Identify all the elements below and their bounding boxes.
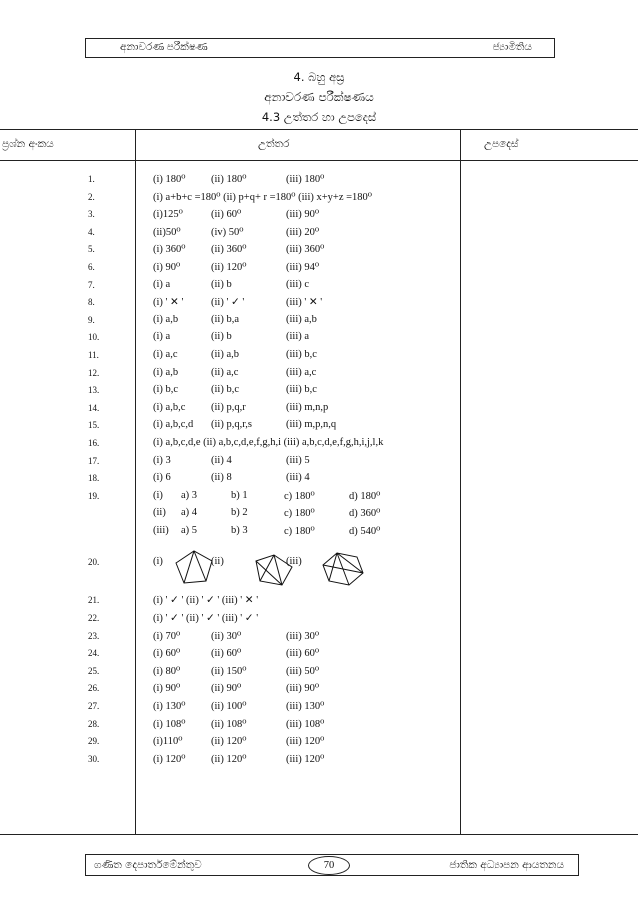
table-row (0, 383, 638, 401)
answer-part: c) 180⁰ (284, 508, 315, 520)
question-number: 13. (88, 385, 100, 396)
question-number: 30. (88, 753, 100, 764)
question-number: 3. (88, 209, 95, 220)
answer-part: (i) a,b,c,d,e (ii) a,b,c,d,e,f,g,h,i (iii) a,b,c,d,e,f,g,h,i,j,l,k (153, 436, 384, 448)
answer-part: (iii) (286, 556, 302, 568)
answer-part: (i) a+b+c =180⁰ (ii) p+q+ r =180⁰ (iii) x+y+z =180⁰ (153, 191, 373, 203)
answer-part: (i) 70⁰ (153, 630, 181, 642)
answer-part: (ii) 100⁰ (211, 701, 247, 713)
answer-part: a) 4 (181, 507, 198, 519)
answer-part: (iii) 94⁰ (286, 261, 320, 273)
answer-part: (iii) 360⁰ (286, 244, 325, 256)
answer-part: (iii) a,b (286, 313, 317, 325)
answer-part: (i) a (153, 331, 171, 343)
question-number: 2. (88, 191, 95, 202)
answer-part: a) 3 (181, 489, 198, 501)
table-row (0, 717, 638, 735)
table-row (0, 295, 638, 313)
table-row (0, 436, 638, 454)
answer-part: (iii) m,n,p (286, 401, 329, 413)
answer-part: (ii) 120⁰ (211, 753, 247, 765)
answer-part: (ii) (153, 507, 166, 519)
answer-part: (i) ' ✓ ' (ii) ' ✓ ' (iii) ' ✓ ' (153, 613, 259, 625)
table-row (0, 313, 638, 331)
answer-part: (ii) 360⁰ (211, 244, 247, 256)
table-row (0, 207, 638, 225)
answer-part: (ii) a,b (211, 348, 239, 360)
table-row (0, 278, 638, 296)
polygon-diagonals-figure (317, 551, 369, 589)
answer-part: (iii) 4 (286, 472, 310, 484)
answer-part: b) 2 (231, 507, 248, 519)
answer-part: (iii) 90⁰ (286, 683, 320, 695)
table-row (0, 172, 638, 190)
answer-part: d) 360⁰ (349, 508, 381, 520)
table-row (0, 664, 638, 682)
answer-part: (i)110⁰ (153, 736, 183, 748)
answer-part: b) 3 (231, 524, 248, 536)
answer-part: (i)125⁰ (153, 209, 183, 221)
table-row (0, 330, 638, 348)
answer-part: (iii) 180⁰ (286, 174, 325, 185)
header-right: ජ්‍යාමිතිය (492, 42, 532, 53)
answer-part: (i) 80⁰ (153, 665, 181, 677)
question-number: 8. (88, 297, 95, 308)
page-footer (85, 854, 579, 876)
answer-part: (iii) 60⁰ (286, 648, 320, 660)
answer-part: (ii) 30⁰ (211, 630, 242, 642)
answer-part: (iii) b,c (286, 384, 317, 396)
question-number: 11. (88, 349, 99, 360)
question-number: 27. (88, 701, 100, 712)
answer-part: (i) 130⁰ (153, 701, 186, 713)
answer-part: d) 180⁰ (349, 490, 381, 502)
answer-part: (i) 360⁰ (153, 244, 186, 256)
question-number: 28. (88, 718, 100, 729)
answer-part: (iii) b,c (286, 348, 317, 360)
footer-right: ජාතික අධ්‍යාපන ආයතනය (449, 859, 564, 871)
header-guidance: උපදෙස් (484, 138, 519, 150)
table-row (0, 401, 638, 419)
question-number: 25. (88, 665, 100, 676)
answer-part: (iv) 50⁰ (211, 226, 244, 238)
answer-part: (ii) 150⁰ (211, 665, 247, 677)
section-heading: 4.3 උත්තර හා උපදෙස් (261, 110, 377, 124)
table-row (0, 418, 638, 436)
answer-part: (ii) p,q,r,s (211, 419, 252, 431)
answer-part: c) 180⁰ (284, 525, 315, 537)
table-row (0, 593, 638, 611)
answer-part: (i) ' ✕ ' (153, 297, 184, 309)
table-row (0, 629, 638, 647)
table-row (0, 260, 638, 278)
answer-part: (i) 180⁰ (153, 174, 186, 185)
answer-part: (iii) 50⁰ (286, 665, 320, 677)
answer-part: (i) a (153, 278, 171, 290)
answer-rows (0, 172, 638, 769)
answer-part: (iii) a (286, 331, 310, 343)
answer-part: (iii) 120⁰ (286, 736, 325, 748)
section-subtitle: අනාවරණ පරීක්ෂණය (264, 90, 374, 104)
table-row (0, 225, 638, 243)
answer-part: (iii) 20⁰ (286, 226, 320, 238)
answer-part: (iii) 30⁰ (286, 630, 320, 642)
table-row (0, 348, 638, 366)
answer-part: (i) a,b,c (153, 401, 186, 413)
header-left: අනාවරණ පරීක්ෂණ (120, 42, 208, 53)
footer-left: ගණිත දෙපාර්තමේන්තුව (94, 859, 202, 871)
answer-part: a) 5 (181, 524, 198, 536)
answer-part: (i) a,b (153, 366, 179, 378)
table-row (0, 489, 638, 507)
answer-part: (iii) 108⁰ (286, 718, 325, 730)
question-number: 19. (88, 490, 100, 501)
answer-part: (i) 90⁰ (153, 683, 181, 695)
table-row (0, 471, 638, 489)
answer-part: (i) 90⁰ (153, 261, 181, 273)
question-number: 4. (88, 226, 95, 237)
table-row (0, 506, 638, 524)
answer-part: (i) 3 (153, 454, 171, 466)
header-question-number: ප්‍රශ්න අංකය (2, 138, 54, 150)
table-row (0, 454, 638, 472)
table-row (0, 752, 638, 770)
answer-part: (ii) ' ✓ ' (211, 297, 245, 309)
answer-part: (ii)50⁰ (153, 226, 181, 238)
table-row (0, 242, 638, 260)
answer-part: d) 540⁰ (349, 525, 381, 537)
answer-part: (i) a,b (153, 313, 179, 325)
question-number: 22. (88, 613, 100, 624)
polygon-outline (176, 551, 212, 583)
answers-table (0, 129, 638, 835)
question-number: 20. (88, 557, 100, 568)
table-row (0, 734, 638, 752)
answer-part: (i) (153, 556, 163, 568)
answer-part: (ii) 120⁰ (211, 736, 247, 748)
answer-part: (iii) m,p,n,q (286, 419, 337, 431)
table-row (0, 524, 638, 542)
answer-part: (ii) 60⁰ (211, 209, 242, 221)
question-number: 1. (88, 174, 95, 184)
polygon-diagonals-figure (170, 549, 222, 587)
question-number: 24. (88, 648, 100, 659)
polygon-outline (256, 555, 292, 585)
answer-part: (i) (153, 489, 163, 501)
question-number: 16. (88, 437, 100, 448)
section-title: 4. බහු අස්‍ර (293, 70, 345, 84)
polygon-diagonals-figure (252, 551, 304, 589)
answer-part: (iii) 120⁰ (286, 753, 325, 765)
table-row (0, 681, 638, 699)
page-header (85, 38, 555, 58)
table-row (0, 366, 638, 384)
table-row (0, 611, 638, 629)
answer-part: (iii) a,c (286, 366, 317, 378)
question-number: 29. (88, 736, 100, 747)
diagonal-line (184, 551, 194, 583)
table-row (0, 190, 638, 208)
answer-part: (ii) p,q,r (211, 401, 246, 413)
table-row (0, 699, 638, 717)
table-row (0, 646, 638, 664)
table-header (0, 130, 638, 161)
answer-part: (ii) 4 (211, 454, 232, 466)
question-number: 23. (88, 630, 100, 641)
answer-part: b) 1 (231, 489, 248, 501)
question-number: 26. (88, 683, 100, 694)
answer-part: (i) 108⁰ (153, 718, 186, 730)
answer-part: (ii) a,c (211, 366, 239, 378)
question-number: 17. (88, 455, 100, 466)
answer-part: (ii) 108⁰ (211, 718, 247, 730)
answer-part: (i) 60⁰ (153, 648, 181, 660)
answer-part: (i) b,c (153, 384, 179, 396)
answer-part: (iii) (153, 524, 169, 536)
answer-part: (iii) ' ✕ ' (286, 297, 323, 309)
question-number: 9. (88, 314, 95, 325)
answer-part: (ii) 60⁰ (211, 648, 242, 660)
diagonal-line (194, 551, 206, 581)
answer-part: (i) a,c (153, 348, 178, 360)
answer-part: (ii) (211, 556, 224, 568)
answer-part: (i) 6 (153, 472, 171, 484)
answer-part: (iii) 90⁰ (286, 209, 320, 221)
question-number: 21. (88, 595, 100, 606)
question-number: 7. (88, 279, 95, 290)
table-row (0, 555, 638, 593)
answer-part: (ii) 120⁰ (211, 261, 247, 273)
answer-part: (ii) b,a (211, 313, 239, 325)
question-number: 10. (88, 332, 100, 343)
answer-part: (ii) 8 (211, 472, 232, 484)
answer-part: c) 180⁰ (284, 490, 315, 502)
question-number: 6. (88, 261, 95, 272)
answer-part: (ii) b (211, 331, 232, 343)
question-number: 14. (88, 402, 100, 413)
answer-part: (iii) 130⁰ (286, 701, 325, 713)
answer-part: (ii) 180⁰ (211, 174, 247, 185)
question-number: 5. (88, 244, 95, 255)
answer-part: (ii) b,c (211, 384, 239, 396)
answer-part: (i) a,b,c,d (153, 419, 194, 431)
page-number: 70 (308, 856, 350, 875)
question-number: 18. (88, 473, 100, 484)
header-answers: උත්තර (258, 138, 290, 150)
answer-part: (i) 120⁰ (153, 753, 186, 765)
answer-part: (i) ' ✓ ' (ii) ' ✓ ' (iii) ' ✕ ' (153, 595, 259, 607)
question-number: 15. (88, 420, 100, 431)
answer-part: (ii) 90⁰ (211, 683, 242, 695)
answer-part: (iii) 5 (286, 454, 310, 466)
question-number: 12. (88, 367, 100, 378)
answer-part: (ii) b (211, 278, 232, 290)
answer-part: (iii) c (286, 278, 310, 290)
